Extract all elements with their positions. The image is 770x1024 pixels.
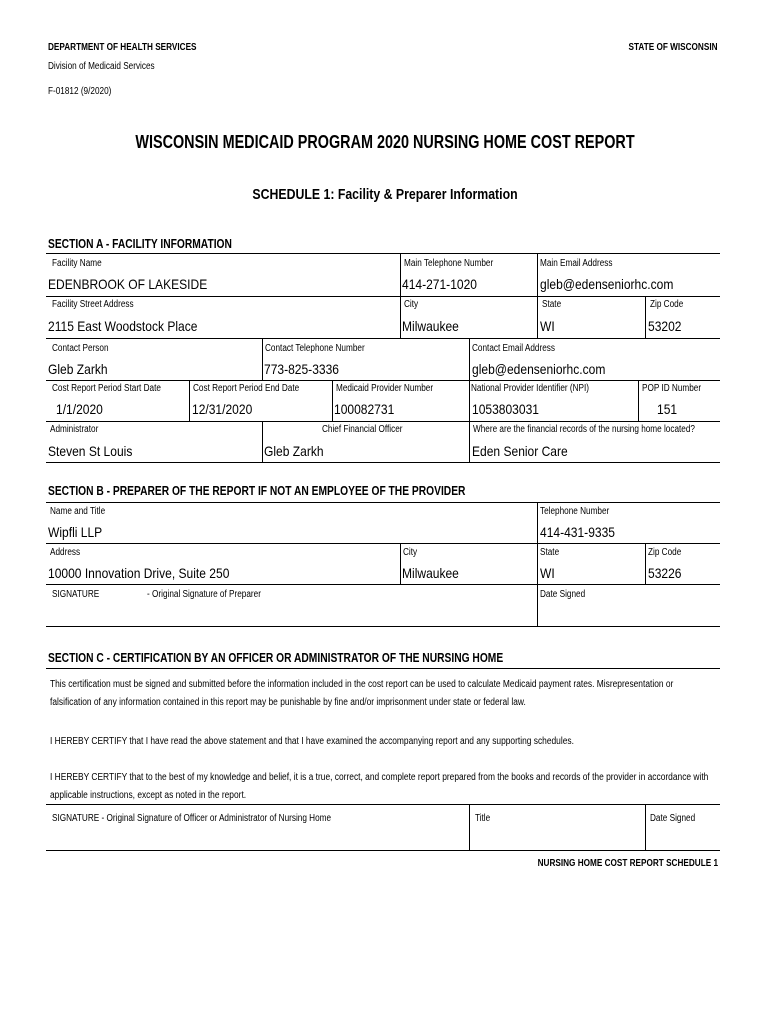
- rule: [46, 380, 720, 381]
- period-end-field[interactable]: 12/31/2020: [192, 401, 253, 417]
- divider: [645, 296, 646, 338]
- medicaid-id-label: Medicaid Provider Number: [336, 383, 434, 394]
- contact-email-field[interactable]: gleb@edenseniorhc.com: [472, 361, 606, 377]
- section-b-bottom-rule: [46, 626, 720, 627]
- preparer-state-field[interactable]: WI: [540, 565, 555, 581]
- cfo-field[interactable]: Gleb Zarkh: [264, 443, 324, 459]
- pop-id-field[interactable]: 151: [657, 401, 678, 417]
- section-c-top-rule: [46, 668, 720, 669]
- preparer-state-label: State: [540, 547, 560, 558]
- divider: [537, 253, 538, 338]
- rule: [46, 296, 720, 297]
- main-email-label: Main Email Address: [540, 258, 613, 269]
- certification-text-3b: applicable instructions, except as noted in the report.: [50, 790, 247, 801]
- rule: [46, 584, 720, 585]
- contact-person-label: Contact Person: [52, 343, 109, 354]
- preparer-address-field[interactable]: 10000 Innovation Drive, Suite 250: [48, 565, 230, 581]
- preparer-name-label: Name and Title: [50, 506, 106, 517]
- preparer-address-label: Address: [50, 547, 81, 558]
- state-name: STATE OF WISCONSIN: [629, 42, 718, 53]
- officer-date-signed-label: Date Signed: [650, 813, 696, 824]
- preparer-zip-label: Zip Code: [648, 547, 682, 558]
- preparer-name-field[interactable]: Wipfli LLP: [48, 524, 103, 540]
- zip-field[interactable]: 53202: [648, 318, 682, 334]
- officer-signature-label: SIGNATURE - Original Signature of Officer or Administrator of Nursing Home: [52, 813, 332, 824]
- divider: [537, 502, 538, 626]
- city-label: City: [404, 299, 419, 310]
- divider: [469, 804, 470, 850]
- preparer-phone-label: Telephone Number: [540, 506, 610, 517]
- certification-text-1a: This certification must be signed and submitted before the information included in the cost report can be used to calculate Medicaid payment rates. Misrepresentation or: [50, 679, 674, 690]
- period-end-label: Cost Report Period End Date: [193, 383, 300, 394]
- state-label: State: [542, 299, 562, 310]
- divider: [638, 380, 639, 421]
- footer-schedule-label: NURSING HOME COST REPORT SCHEDULE 1: [537, 858, 718, 869]
- facility-name-label: Facility Name: [52, 258, 102, 269]
- divider: [262, 338, 263, 380]
- signature-row-top-rule: [46, 804, 720, 805]
- main-email-field[interactable]: gleb@edenseniorhc.com: [540, 276, 674, 292]
- administrator-label: Administrator: [50, 424, 99, 435]
- section-b-top-rule: [46, 502, 720, 503]
- form-number: F-01812 (9/2020): [48, 86, 112, 97]
- section-a-heading: SECTION A - FACILITY INFORMATION: [48, 237, 232, 251]
- street-label: Facility Street Address: [52, 299, 134, 310]
- divider: [645, 804, 646, 850]
- city-field[interactable]: Milwaukee: [402, 318, 459, 334]
- preparer-signature-field[interactable]: [48, 600, 534, 624]
- rule: [46, 338, 720, 339]
- divider: [469, 338, 470, 462]
- contact-phone-label: Contact Telephone Number: [265, 343, 365, 354]
- certification-text-1b: falsification of any information contained in this report may be punishable by fine and/or imprisonment under state or federal law.: [50, 697, 526, 708]
- contact-phone-field[interactable]: 773-825-3336: [264, 361, 339, 377]
- pop-id-label: POP ID Number: [642, 383, 702, 394]
- rule: [46, 421, 720, 422]
- preparer-city-field[interactable]: Milwaukee: [402, 565, 459, 581]
- npi-label: National Provider Identifier (NPI): [471, 383, 590, 394]
- main-phone-label: Main Telephone Number: [404, 258, 494, 269]
- divider: [400, 253, 401, 338]
- signature-row-bottom-rule: [46, 850, 720, 851]
- records-location-label: Where are the financial records of the nursing home located?: [473, 424, 695, 435]
- main-phone-field[interactable]: 414-271-1020: [402, 276, 477, 292]
- section-c-heading: SECTION C - CERTIFICATION BY AN OFFICER OR ADMINISTRATOR OF THE NURSING HOME: [48, 651, 504, 665]
- medicaid-id-field[interactable]: 100082731: [334, 401, 395, 417]
- divider: [189, 380, 190, 421]
- preparer-zip-field[interactable]: 53226: [648, 565, 682, 581]
- department-name: DEPARTMENT OF HEALTH SERVICES: [48, 42, 197, 53]
- street-field[interactable]: 2115 East Woodstock Place: [48, 318, 198, 334]
- administrator-field[interactable]: Steven St Louis: [48, 443, 133, 459]
- divider: [400, 543, 401, 584]
- officer-title-label: Title: [475, 813, 491, 824]
- certification-text-2: I HEREBY CERTIFY that I have read the above statement and that I have examined the accompanying report and any supporting schedules.: [50, 736, 574, 747]
- npi-field[interactable]: 1053803031: [472, 401, 539, 417]
- preparer-signature-label: SIGNATURE: [52, 589, 100, 600]
- schedule-subtitle: SCHEDULE 1: Facility & Preparer Information: [252, 186, 518, 203]
- cfo-label: Chief Financial Officer: [322, 424, 403, 435]
- rule: [46, 543, 720, 544]
- period-start-label: Cost Report Period Start Date: [52, 383, 161, 394]
- page-title: WISCONSIN MEDICAID PROGRAM 2020 NURSING HOME COST REPORT: [135, 132, 635, 152]
- division-name: Division of Medicaid Services: [48, 61, 155, 72]
- section-a-top-rule: [46, 253, 720, 254]
- contact-email-label: Contact Email Address: [472, 343, 555, 354]
- facility-name-field[interactable]: EDENBROOK OF LAKESIDE: [48, 276, 208, 292]
- officer-date-signed-field[interactable]: [648, 826, 718, 848]
- section-a-bottom-rule: [46, 462, 720, 463]
- state-field[interactable]: WI: [540, 318, 555, 334]
- divider: [645, 543, 646, 584]
- preparer-signature-note: - Original Signature of Preparer: [147, 589, 261, 600]
- preparer-phone-field[interactable]: 414-431-9335: [540, 524, 615, 540]
- zip-label: Zip Code: [650, 299, 684, 310]
- certification-text-3a: I HEREBY CERTIFY that to the best of my knowledge and belief, it is a true, correct, and complete report prepared from the books and records of the provider in accordance with: [50, 772, 709, 783]
- officer-signature-field[interactable]: [48, 826, 466, 848]
- period-start-field[interactable]: 1/1/2020: [56, 401, 103, 417]
- contact-person-field[interactable]: Gleb Zarkh: [48, 361, 108, 377]
- preparer-date-signed-field[interactable]: [540, 600, 718, 624]
- section-b-heading: SECTION B - PREPARER OF THE REPORT IF NOT AN EMPLOYEE OF THE PROVIDER: [48, 484, 466, 498]
- records-location-field[interactable]: Eden Senior Care: [472, 443, 568, 459]
- officer-title-field[interactable]: [472, 826, 642, 848]
- preparer-city-label: City: [403, 547, 418, 558]
- divider: [262, 421, 263, 462]
- preparer-date-signed-label: Date Signed: [540, 589, 586, 600]
- divider: [332, 380, 333, 421]
